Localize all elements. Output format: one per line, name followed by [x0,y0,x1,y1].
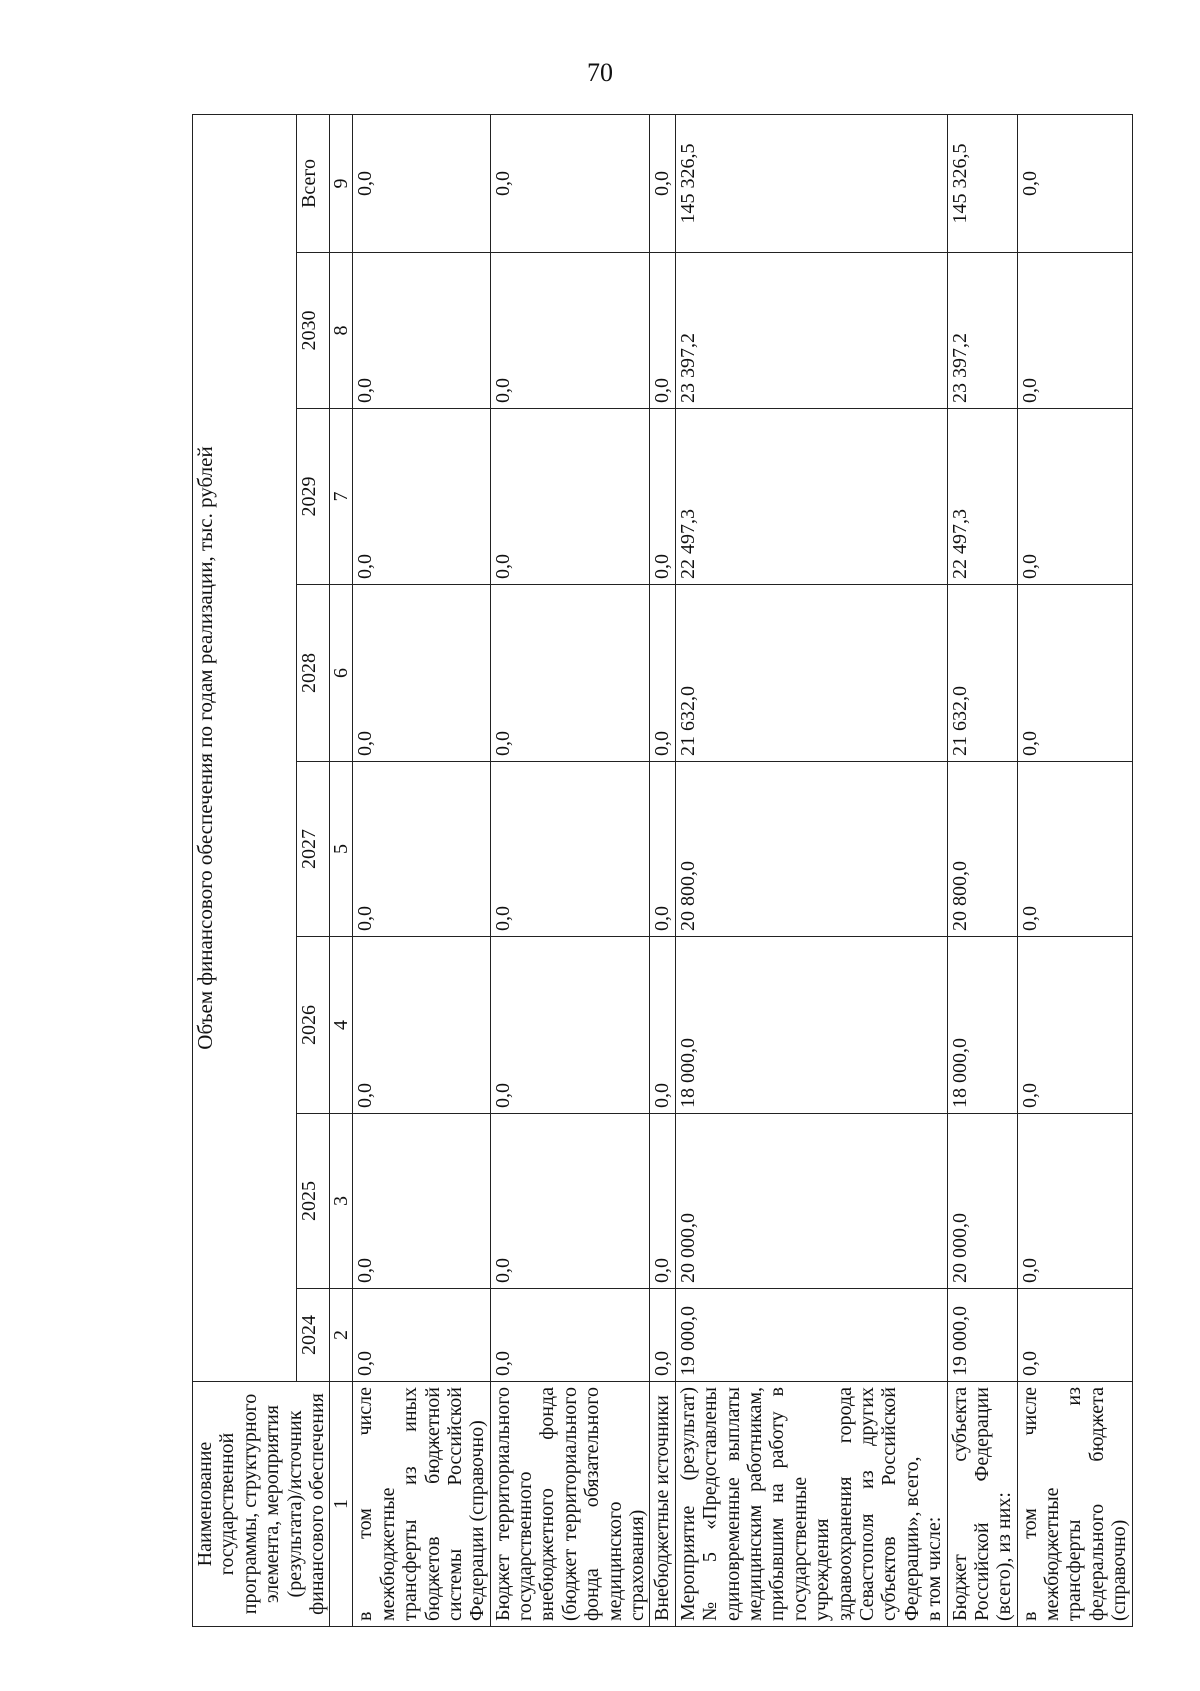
header-year: 2026 [297,937,330,1114]
header-year: 2024 [297,1289,330,1382]
cell-value: 0,0 [1017,1289,1132,1382]
cell-total: 0,0 [1017,114,1132,252]
header-year: 2029 [297,409,330,585]
cell-value: 0,0 [1017,1114,1132,1289]
row-name: Внебюджетные источники [650,1382,675,1627]
table-row [1017,114,1132,1626]
header-volume-group: Объем финансового обеспечения по годам реализации, тыс. рублей [193,114,297,1381]
cell-total: 0,0 [490,114,650,252]
cell-value: 0,0 [490,253,650,409]
header-year: 2028 [297,585,330,762]
row-name-tail: в том числе: [923,1516,946,1621]
cell-value: 0,0 [650,253,675,409]
cell-value: 23 397,2 [947,253,1017,409]
cell-value: 0,0 [353,253,490,409]
cell-value: 21 632,0 [947,585,1017,762]
cell-value: 0,0 [1017,937,1132,1114]
cell-value: 0,0 [1017,409,1132,585]
column-number: 9 [330,114,353,252]
cell-value: 20 800,0 [675,762,947,937]
cell-value: 0,0 [490,1114,650,1289]
table-row [675,114,947,1626]
cell-value: 0,0 [650,409,675,585]
row-name-main: Мероприятие (результат) № 5 «Предоставлены единовременные выплаты медицинским работникам, прибывшим на работу в государственные учреждения здравоохранения города Севастополя из других субъектов Российской Федерации», всего, [676,1387,923,1621]
cell-value: 0,0 [650,1114,675,1289]
financing-table [192,114,1133,1627]
page-number: 70 [587,58,613,87]
table-row [947,114,1017,1626]
cell-total: 0,0 [353,114,490,252]
cell-value: 0,0 [1017,585,1132,762]
table-row [650,114,675,1626]
cell-value: 20 800,0 [947,762,1017,937]
cell-value: 0,0 [353,762,490,937]
cell-total: 0,0 [650,114,675,252]
cell-value: 20 000,0 [947,1114,1017,1289]
header-year: 2025 [297,1114,330,1289]
row-name: Бюджет субъекта Российской Федерации (всего), из них: [947,1382,1017,1627]
row-name [675,1382,947,1627]
cell-value: 22 497,3 [947,409,1017,585]
cell-total: 145 326,5 [947,114,1017,252]
row-name: Бюджет территориального государственного внебюджетного фонда (бюджет территориального фонда обязательного медицинского страхования) [490,1382,650,1627]
cell-value: 19 000,0 [675,1289,947,1382]
header-year: 2027 [297,762,330,937]
cell-value: 18 000,0 [675,937,947,1114]
cell-value: 0,0 [650,585,675,762]
header-row-top [193,114,297,1626]
column-number: 1 [330,1382,353,1627]
cell-value: 0,0 [490,585,650,762]
header-total: Всего [297,114,330,252]
column-number: 4 [330,937,353,1114]
column-number: 7 [330,409,353,585]
cell-value: 21 632,0 [675,585,947,762]
cell-value: 0,0 [490,762,650,937]
row-name: в том числе межбюджетные трансферты из иных бюджетов бюджетной системы Российской Федерации (справочно) [353,1382,490,1627]
column-number-row [330,114,353,1626]
cell-value: 23 397,2 [675,253,947,409]
header-year: 2030 [297,253,330,409]
header-name-column: Наименование государственной программы, структурного элемента, мероприятия (результата)/источник финансового обеспечения [193,1382,330,1627]
row-name: в том числе межбюджетные трансферты из федерального бюджета (справочно) [1017,1382,1132,1627]
cell-value: 22 497,3 [675,409,947,585]
cell-value: 0,0 [353,937,490,1114]
cell-value: 0,0 [650,937,675,1114]
column-number: 5 [330,762,353,937]
column-number: 3 [330,1114,353,1289]
column-number: 2 [330,1289,353,1382]
column-number: 6 [330,585,353,762]
column-number: 8 [330,253,353,409]
cell-value: 0,0 [353,1114,490,1289]
cell-value: 0,0 [650,1289,675,1382]
cell-value: 0,0 [650,762,675,937]
cell-value: 0,0 [1017,253,1132,409]
table-row [353,114,490,1626]
cell-value: 0,0 [353,585,490,762]
rotated-table-container [192,115,1131,1627]
table-row [490,114,650,1626]
cell-value: 0,0 [490,409,650,585]
cell-value: 19 000,0 [947,1289,1017,1382]
cell-value: 0,0 [353,1289,490,1382]
cell-total: 145 326,5 [675,114,947,252]
cell-value: 0,0 [490,1289,650,1382]
cell-value: 18 000,0 [947,937,1017,1114]
cell-value: 20 000,0 [675,1114,947,1289]
cell-value: 0,0 [353,409,490,585]
cell-value: 0,0 [1017,762,1132,937]
cell-value: 0,0 [490,937,650,1114]
